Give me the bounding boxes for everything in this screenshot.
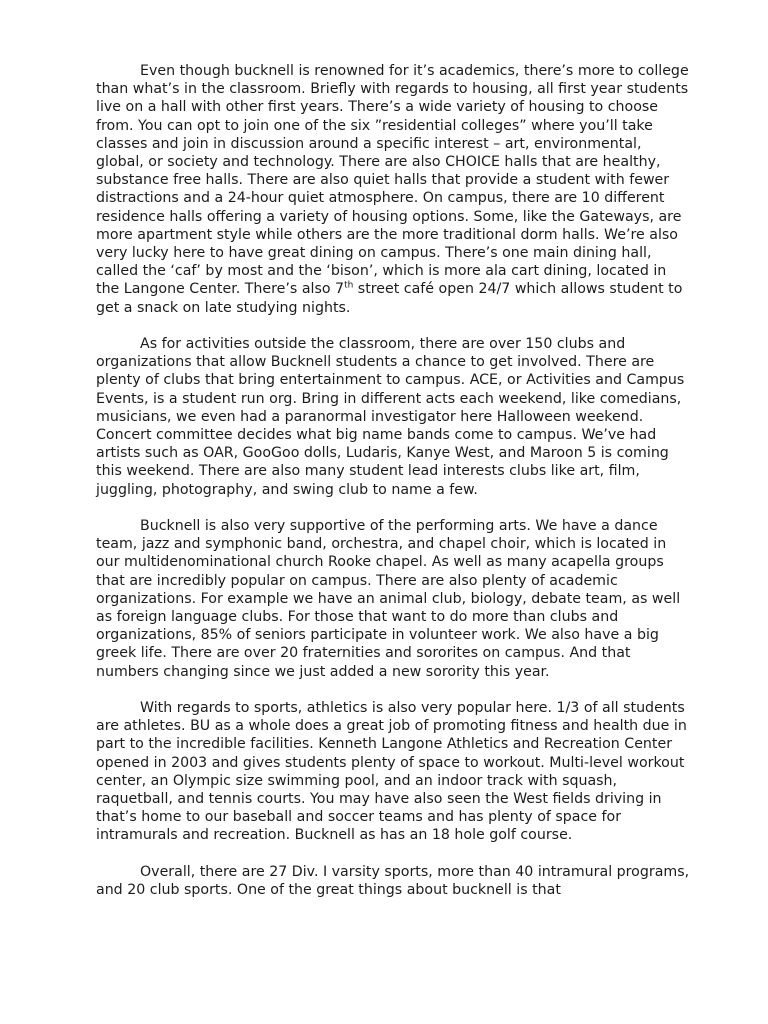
paragraph-activities: As for activities outside the classroom, there are over 150 clubs and organizations that allow Bucknell students a chance to get involved. There are plenty of clubs that bring entertainment to campus. ACE, or Activities and Campus Events, is a student run org. Bring in different acts each weekend, like comedians, musicians, we even had a paranormal investigator here Halloween weekend. Concert committee decides what big name bands come to campus. We’ve had artists such as OAR, GooGoo dolls, Ludaris, Kanye West, and Maroon 5 is coming this weekend. There are also many student lead interests clubs like art, film, juggling, photography, and swing club to name a few. [96,336,685,498]
paragraph-housing-text: Even though bucknell is renowned for it’s academics, there’s more to college than what’s in the classroom. Briefly with regards to housing, all first year students live on a hall with other first years. There’s a wide variety of housing to choose from. You can opt to join one of the six ”residential colleges” where you’ll take classes and join in discussion around a specific interest – art, environmental, global, or society and technology. There are also CHOICE halls that are healthy, substance free halls. There are also quiet halls that provide a student with fewer distractions and a 24-hour quiet atmosphere. On campus, there are 10 different residence halls offering a variety of housing options. Some, like the Gateways, are more apartment style while others are the more traditional dorm halls. We’re also very lucky here to have great dining on campus. There’s one main dining hall, called the ‘caf’ by most and the ‘bison’, which is more ala cart dining, located in the Langone Center. There’s also 7 [96,63,689,298]
paragraph-housing [96,62,690,317]
paragraph-overall: Overall, there are 27 Div. I varsity sports, more than 40 intramural programs, and 20 club sports. One of the great things about bucknell is that [96,863,690,899]
document-page [96,62,690,917]
paragraph-sports: With regards to sports, athletics is also very popular here. 1/3 of all students are athletes. BU as a whole does a great job of promoting fitness and health due in part to the incredible facilities. Kenneth Langone Athletics and Recreation Center opened in 2003 and gives students plenty of space to workout. Multi-level workout center, an Olympic size swimming pool, and an indoor track with squash, raquetball, and tennis courts. You may have also seen the West fields driving in that’s home to our baseball and soccer teams and has plenty of space for intramurals and recreation. Bucknell as has an 18 hole golf course. [96,700,687,844]
paragraph-housing-text-end: street café open 24/7 which allows student to get a snack on late studying nights. [96,281,683,316]
paragraph-performing-arts: Bucknell is also very supportive of the performing arts. We have a dance team, jazz and symphonic band, orchestra, and chapel choir, which is located in our multidenominational church Rooke chapel. As well as many acapella groups that are incredibly popular on campus. There are also plenty of academic organizations. For example we have an animal club, biology, debate team, as well as foreign language clubs. For those that want to do more than clubs and organizations, 85% of seniors participate in volunteer work. We also have a big greek life. There are over 20 fraternities and sororites on campus. And that numbers changing since we just added a new sorority this year. [96,518,681,680]
ordinal-suffix: th [344,280,354,291]
